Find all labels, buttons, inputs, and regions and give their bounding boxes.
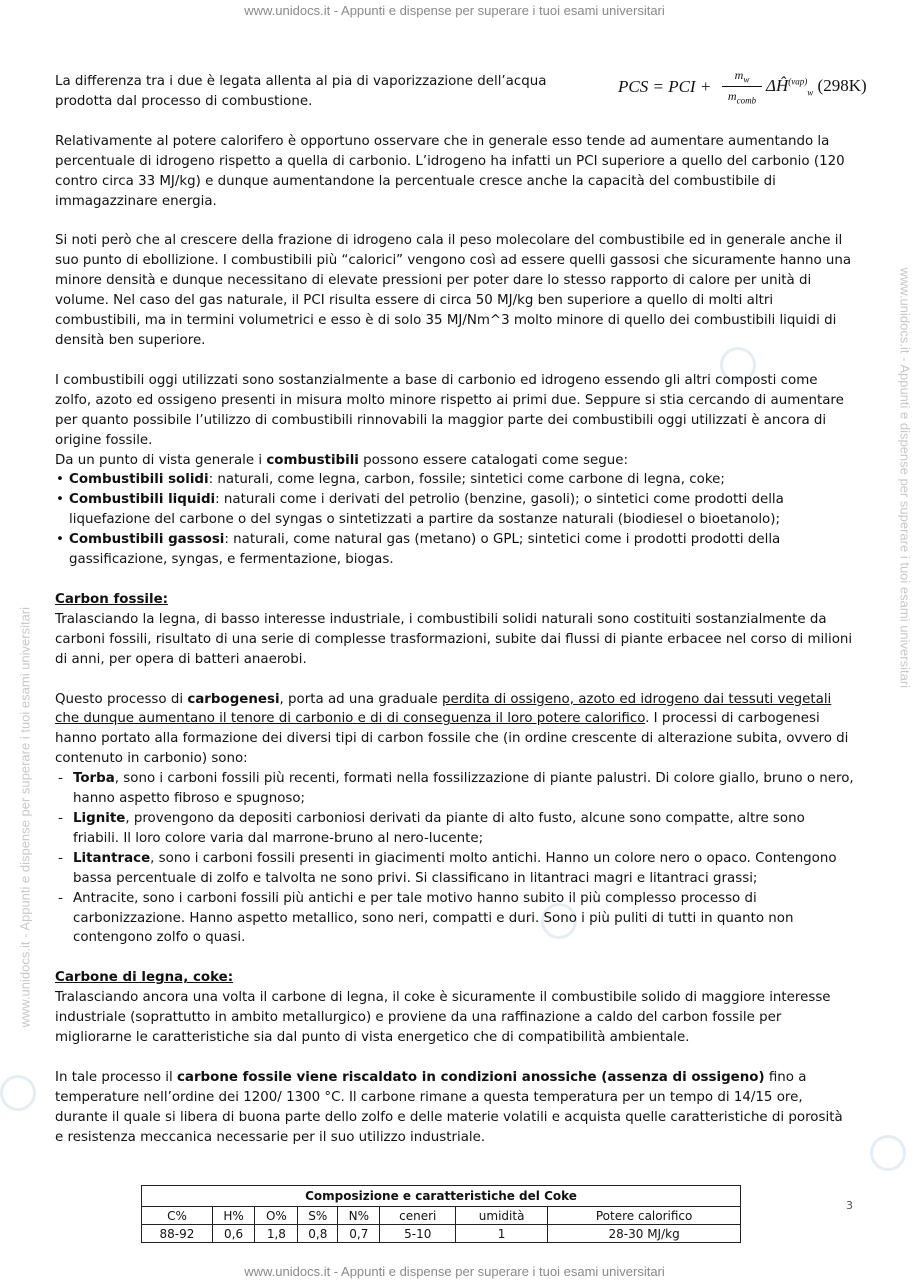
column-header: H%	[212, 1207, 254, 1225]
table-caption: Composizione e caratteristiche del Coke	[142, 1186, 741, 1207]
page-number: 3	[846, 1199, 853, 1212]
list-item: - Antracite, sono i carboni fossili più antichi e per tale motivo hanno subito il più complesso processo di carbonizzazione. Hanno aspetto metallico, sono neri, compatti e duri. Sono i più puliti di tutti in quanto non contengono zolfo o quasi.	[55, 889, 855, 949]
column-header: O%	[255, 1207, 298, 1225]
carbon-fossile-heading: Carbon fossile:	[55, 591, 169, 607]
carbon-types-list	[55, 769, 855, 948]
column-header: S%	[298, 1207, 338, 1225]
table-cell: 88-92	[142, 1225, 213, 1243]
list-item: • Combustibili liquidi: naturali come i derivati del petrolio (benzine, gasoli); o sintetici come prodotti della liquefazione del carbone o del syngas o sintetizzati a partire da sostanze naturali (biodiesel o bioetanolo);	[55, 490, 855, 530]
list-item: - Torba, sono i carboni fossili più recenti, formati nella fossilizzazione di piante palustri. Di colore giallo, bruno o nero, hanno aspetto fibroso e spugnoso;	[55, 769, 855, 809]
combustibili-oggi-paragraph: I combustibili oggi utilizzati sono sostanzialmente a base di carbonio ed idrogeno essendo gli altri composti come zolfo, azoto ed ossigeno presenti in misura molto minore rispetto ai primi due. Seppure si stia cercando di aumentare per quanto possibile l’utilizzo di combustibili rinnovabili la maggior parte dei combustibili oggi utilizzati è ancora di origine fossile.	[55, 372, 844, 448]
coke-paragraph-1: Tralasciando ancora una volta il carbone di legna, il coke è sicuramente il combustibile solido di maggiore interesse industriale (soprattutto in ambito metallurgico) e proviene da una raffinazione a caldo del carbon fossile per migliorarne le caratteristiche sia dal punto di vista energetico che di compatibilità ambientale.	[55, 990, 831, 1046]
table-cell: 1,8	[255, 1225, 298, 1243]
intro-paragraph: La differenza tra i due è legata allenta al pia di vaporizzazione dell’acqua prodotta dal processo di combustione.	[55, 74, 547, 109]
formula-lhs: PCS = PCI +	[618, 77, 712, 96]
formula-fraction: $m_w$ $m_{comb}$	[722, 68, 762, 106]
table-row	[142, 1225, 741, 1243]
bottom-watermark: www.unidocs.it - Appunti e dispense per superare i tuoi esami universitari	[244, 1264, 665, 1279]
idrogeno-paragraph: Si noti però che al crescere della frazione di idrogeno cala il peso molecolare del combustibile ed in generale anche il suo punto di ebollizione. I combustibili più “calorici” vengono così ad essere quelli gassosi che sicuramente hanno una minore densità e dunque necessitano di elevate pressioni per poter dare lo stesso rapporto di calore per unità di volume. Nel caso del gas naturale, il PCI risulta essere di circa 50 MJ/kg ben superiore a quello di molti altri combustibili, ma in termini volumetrici e esso è di solo 35 MJ/Nm^3 molto minore di quello dei combustibili liquidi di densità ben superiore.	[55, 233, 852, 348]
carbon-fossile-paragraph: Tralasciando la legna, di basso interesse industriale, i combustibili solidi naturali sono costituiti sostanzialmente da carboni fossili, risultato di una serie di complesse trasformazioni, subite dai flussi di piante erbacee nel corso di milioni di anni, per opera di batteri anaerobi.	[55, 611, 853, 667]
table-cell: 0,7	[338, 1225, 380, 1243]
table-cell: 0,6	[212, 1225, 254, 1243]
list-item: • Combustibili solidi: naturali, come legna, carbon, fossile; sintetici come carbone di legna, coke;	[55, 470, 855, 490]
coke-heading: Carbone di legna, coke:	[55, 970, 234, 986]
watermark-logo-icon	[870, 1135, 906, 1171]
list-item: • Combustibili gassosi: naturali, come natural gas (metano) o GPL; sintetici come i prodotti prodotti della gassificazione, syngas, e fermentazione, biogas.	[55, 530, 855, 570]
table-header-row	[142, 1207, 741, 1225]
table-cell: 28-30 MJ/kg	[548, 1225, 741, 1243]
classification-list	[55, 470, 855, 570]
column-header: ceneri	[380, 1207, 456, 1225]
carbogenesi-paragraph: Questo processo di carbogenesi, porta ad una graduale perdita di ossigeno, azoto ed idrogeno dai tessuti vegetali che dunque aumentano il tenore di carbonio e di di conseguenza il loro potere calorifico. I processi di carbogenesi hanno portato alla formazione dei diversi tipi di carbon fossile che (in ordine crescente di alterazione subita, ovvero di contenuto in carbonio) sono:	[55, 691, 849, 767]
table-cell: 1	[456, 1225, 548, 1243]
watermark-logo-icon	[0, 1075, 36, 1111]
document-body	[55, 72, 855, 1148]
coke-composition-table	[141, 1185, 741, 1243]
column-header: umidità	[456, 1207, 548, 1225]
coke-paragraph-2: In tale processo il carbone fossile viene riscaldato in condizioni anossiche (assenza di ossigeno) fino a temperature nell’ordine dei 1200/ 1300 °C. Il carbone rimane a questa temperatura per un tempo di 14/15 ore, durante il quale si libera di buona parte dello zolfo e delle materie volatili e acquista quelle caratteristiche di porosità e resistenza meccanica necessarie per il suo utilizzo industriale.	[55, 1069, 843, 1145]
potere-calorifero-paragraph: Relativamente al potere calorifero è opportuno osservare che in generale esso tende ad aumentare aumentando la percentuale di idrogeno rispetto a quella di carbonio. L’idrogeno ha infatti un PCI superiore a quello del carbonio (120 contro circa 33 MJ/kg) e dunque aumentandone la percentuale cresce anche la capacità del combustibile di immagazzinare energia.	[55, 133, 845, 209]
list-item: - Lignite, provengono da depositi carboniosi derivati da piante di alto fusto, alcune sono compatte, altre sono friabili. Il loro colore varia dal marrone-bruno al nero-lucente;	[55, 809, 855, 849]
column-header: N%	[338, 1207, 380, 1225]
table-cell: 5-10	[380, 1225, 456, 1243]
classification-intro: Da un punto di vista generale i combustibili possono essere catalogati come segue:	[55, 452, 628, 468]
right-side-watermark: www.unidocs.it - Appunti e dispense per superare i tuoi esami universitari	[897, 267, 913, 689]
formula-rhs: $\Delta Ĥ^{(vap)}_w$ (298K)	[766, 76, 867, 98]
list-item: - Litantrace, sono i carboni fossili presenti in giacimenti molto antichi. Hanno un colore nero o opaco. Contengono bassa percentuale di zolfo e talvolta ne sono privi. Si classificano in litantraci magri e litantraci grassi;	[55, 849, 855, 889]
table-cell: 0,8	[298, 1225, 338, 1243]
column-header: Potere calorifico	[548, 1207, 741, 1225]
top-watermark: www.unidocs.it - Appunti e dispense per superare i tuoi esami universitari	[244, 3, 665, 18]
column-header: C%	[142, 1207, 213, 1225]
left-side-watermark: www.unidocs.it - Appunti e dispense per superare i tuoi esami universitari	[17, 606, 33, 1028]
